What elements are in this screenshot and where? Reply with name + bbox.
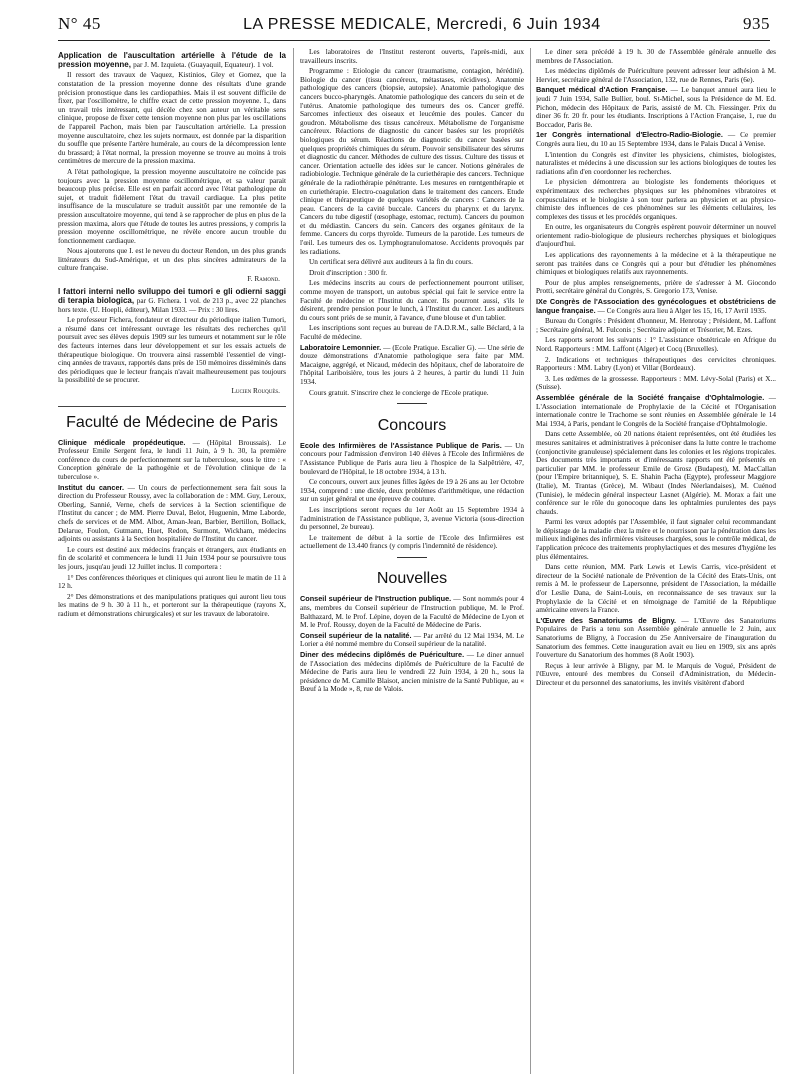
- paragraph: Nous ajouterons que I. est le neveu du docteur Rendon, un des plus grands littérateurs du Sud-Amérique, et un des plus sincères admirateurs de la culture française.: [58, 246, 286, 273]
- paragraph: Programme : Etiologie du cancer (traumatisme, contagion, hérédité). Biologie du cancer (tissu cancéreux, métastases, récidives). Anatomie pathologique des cancers (biopsie, autopsie). Anatomie pathologique des cancers bucco-pharyngés. Anatomie pathologique des cancers du sein et de l'utérus. Anatomie pathologique des tumeurs des os. Cancer greffé. Sarcomes infectieux des oiseaux et leucémie des poules. Cancer du goudron. Métabolisme des tissus cancéreux. Métabolisme de l'organisme cancéreux. Réactions de diagnostic du cancer basées sur les propriétés biologiques du sérum. Réactions de diagnostic du cancer basées sur quelques propriétés chimiques du sérum. Pouvoir sensibilisateur des sérums et diagnostic du cancer. Méthodes de culture des tissus. Culture des tissus et cancer. Orientation actuelle des idées sur le cancer. Notions générales de radiobiologie. Technique générale de la curiethérapie des cancers. Technique générale de la radiothérapie pénétrante. Les mesures en rœntgenthérapie et en curiethérapie. Electro-coagulation dans le traitement des cancers. Etude clinique et thérapeutique de quelques variétés de cancers : Cancers de la peau. Cancers de la cavité buccale. Cancers du pharynx et du larynx. Cancers du tube digestif (œsophage, estomac, rectum). Cancers du poumon et du médiastin. Cancers du sein. Cancers des organes génitaux de la femme. Cancers du corps thyroïde. Tumeurs de la parotide. Les tumeurs de l'œil. Les tumeurs des os. Lymphogranulomatose. Accidents provoqués par les radiations.: [300, 66, 524, 256]
- paragraph: 3. Les œdèmes de la grossesse. Rapporteurs : MM. Lévy-Solal (Paris) et X... (Suisse).: [536, 373, 776, 392]
- paragraph: Il ressort des travaux de Vaquez, Kistinios, Gley et Gomez, que la constatation de la pression moyenne donne des résultats d'une grande précision pronostique dans les cardiopathies. Mais il est souvent difficile de fixer, par l'oscillomètre, le chiffre exact de cette pression moyenne. I., dans un travail très intéressant, qui décèle chez son auteur un véritable sens clinique, propose de fixer cette tension moyenne non plus par les oscillations de l'appareil Pachon, mais bien par l'auscultation artérielle. La pression moyenne auscultatoire, chez les sujets normaux, est donnée par la disparition du souffle que présente l'artère humérale, au cours de la décompression lente du brassard; à l'état normal, la pression moyenne se trouve au moins à trois centimètres de mercure de la pression maxima.: [58, 70, 286, 166]
- issue-date: Mercredi, 6 Juin 1934: [436, 16, 601, 33]
- paragraph: Ecole des Infirmières de l'Assistance Publique de Paris. — Un concours pour l'admission d'environ 140 élèves à l'Ecole des Infirmières de l'Assistance Publique de Paris aura lieu à l'hospice de la Salpêtrière, 47, boulevard de l'Hôpital, le 18 octobre 1934, à 13 h.: [300, 440, 524, 476]
- paragraph: Dans cette Assemblée, où 20 nations étaient représentées, ont été étudiées les mesures sanitaires et administratives à préconiser dans la lutte contre le trachome (conjonctivite granuleuse) spécialement dans les colonies et les régions tropicales. Des documents très importants et d'intéressants rapports ont été présentés en particulier par MM. le professeur Emile de Grosz (Budapest), M. MacCallan (pour l'Empire britannique), S. E. Shahin Pacha (Egypte), professeur Maggiore (Italie), M. Trantas (Grèce), M. Wibaut (Indes Néerlandaises), M. Cuénod (Tunisie), le médecin général inspecteur Lasnet (Algérie). M. Morax a fait une conférence sur le rôle du gonocoque dans les ophtalmies purulentes des pays chauds.: [536, 429, 776, 516]
- paragraph: 2. Indications et techniques thérapeutiques des cervicites chroniques. Rapporteurs : MM. Labry (Lyon) et Villar (Bordeaux).: [536, 354, 776, 373]
- paragraph: En outre, les organisateurs du Congrès espèrent pouvoir déterminer un nouvel orientement radio-biologique de plusieurs recherches physiques et biologiques d'aujourd'hui.: [536, 222, 776, 249]
- paragraph: Institut du cancer. — Un cours de perfectionnement sera fait sous la direction du Professeur Roussy, avec la collaboration de : MM. Guy, Leroux, Oberling, Sannié, Verne, chefs de services à la Section scientifique de l'Institut du cancer ; de MM. Pierre Duval, Belot, Huguenin, Mme Laborde, chefs de services et de MM. Albot, Aman-Jean, Barbier, Bertillon, Bollack, Delarue, Foulon, Gutmann, Huet, Redon, Surmont, Wickham, médecins adjoints ou assistants à la Section hospitalière de l'Institut du cancer.: [58, 482, 286, 544]
- paragraph: Les médecins diplômés de Puériculture peuvent adresser leur adhésion à M. Hervier, secrétaire général de l'Association, 132, rue de Rennes, Paris (6e).: [536, 66, 776, 84]
- paragraph: Les inscriptions sont reçues au bureau de l'A.D.R.M., salle Béclard, à la Faculté de médecine.: [300, 323, 524, 341]
- paragraph: Cours gratuit. S'inscrire chez le concierge de l'Ecole pratique.: [309, 387, 489, 397]
- paragraph: A l'état pathologique, la pression moyenne auscultatoire ne coïncide pas toujours avec la pression moyenne oscillométrique, et sa valeur parait beaucoup plus précise. Elle est en parfait accord avec l'état pathologique du sujet, et traduit fidèlement l'état du travail cardiaque. La plus petite insuffisance de la musculature se traduit aussitôt par une remontée de la pression auscultatoire moyenne, qui tend à se rapprocher de plus en plus de la pression maxima, alors que l'étude de toutes les autres pressions, y compris la pression moyenne oscillométrique, ne révèle encore aucun trouble du fonctionnement cardiaque.: [58, 166, 286, 245]
- signature: Lucien Rouquès.: [231, 386, 280, 396]
- item-title: Conseil supérieur de la natalité.: [300, 630, 412, 640]
- section-title: Nouvelles: [376, 570, 448, 588]
- paragraph: Reçus à leur arrivée à Bligny, par M. le Marquis de Vogué, Président de l'Œuvre, entouré des membres du Conseil d'Administration, du Médecin-Directeur et du personnel des sanatoriums, les invités visitèrent d'abord: [536, 660, 776, 687]
- journal-name: LA PRESSE MEDICALE,: [243, 16, 432, 33]
- item-title: L'Œuvre des Sanatoriums de Bligny.: [536, 615, 677, 625]
- paragraph: Les rapports seront les suivants : 1° L'assistance obstétricale en Afrique du Nord. Rapporteurs : MM. Laffont (Alger) et Cocq (Bruxelles).: [536, 335, 776, 353]
- paragraph: Droit d'inscription : 300 fr.: [309, 267, 388, 277]
- paragraph: 1° Des conférences théoriques et cliniques qui auront lieu le matin de 11 à 12 h.: [58, 572, 286, 591]
- paragraph: Parmi les vœux adoptés par l'Assemblée, il faut signaler celui recommandant le dépistage de la maladie chez la mère et le nourrisson par la pénétration dans les milieux indigènes des infirmières visiteuses chargées, sous le contrôle médical, de l'application précoce des traitements prophylactiques et des mesures d'hygiène les plus élémentaires.: [536, 517, 776, 561]
- paragraph: Pour de plus amples renseignements, prière de s'adresser à M. Giocondo Protti, secrétaire général du Congrès, S. Gregorio 173, Venise.: [536, 277, 776, 296]
- column-3: [536, 48, 776, 1076]
- paragraph: Conseil supérieur de la natalité. — Par arrêté du 12 Mai 1934, M. Le Lorier a été nommé membre du Conseil supérieur de la natalité.: [300, 630, 524, 649]
- paragraph: Bureau du Congrès : Président d'honneur, M. Henrotay ; Président, M. Laffont ; Secrétaire général, M. Fulconis ; Secrétaire adjoint et Trésorier, M. Ezes.: [536, 316, 776, 334]
- item-title: Ecole des Infirmières de l'Assistance Publique de Paris.: [300, 440, 502, 450]
- column-divider: [293, 48, 294, 1074]
- item-title: Laboratoire Lemonnier.: [300, 342, 382, 352]
- item-title: Clinique médicale propédeutique.: [58, 437, 186, 447]
- paragraph: IXe Congrès de l'Association des gynécologues et obstétriciens de langue française. — Ce Congrès aura lieu à Alger les 15, 16, 17 Avril 1935.: [536, 297, 776, 315]
- column-divider: [530, 48, 531, 1074]
- paragraph: Le physicien démontrera au biologiste les fondements théoriques et expérimentaux des recherches physiques sur les phénomènes vibratoires et corpusculaires et le biologiste à son tour parlera au physicien et au physico-chimiste des influences de ces phénomènes sur les éléments cellulaires, les complexes des tissus et les procédés organiques.: [536, 177, 776, 221]
- column-1: [58, 48, 286, 1076]
- item-title: Assemblée générale de la Société française d'Ophtalmologie.: [536, 392, 765, 402]
- paragraph: 2° Des démonstrations et des manipulations pratiques qui auront lieu tous les matins de 9 h. 30 à 11 h., et porteront sur la thérapeutique (rayons X, radium et démonstrations chirurgicales) et sur les travaux de laboratoire.: [58, 591, 286, 618]
- paragraph: Ce concours, ouvert aux jeunes filles âgées de 19 à 26 ans au 1er Octobre 1934, comprend : une dictée, deux problèmes d'arithmétique, une rédaction sur un sujet général et une épreuve de couture.: [300, 477, 524, 504]
- item-title: Institut du cancer.: [58, 482, 124, 492]
- paragraph: L'intention du Congrès est d'inviter les physiciens, chimistes, biologistes, naturalistes et médecins à une discussion sur les actions biologiques de toutes les radiations afin d'en coordonner les recherches.: [536, 149, 776, 176]
- paragraph: Le cours est destiné aux médecins français et étrangers, aux étudiants en fin de scolarité et commencera le lundi 11 Juin 1934 pour se poursuivre tous les jours, jusqu'au jeudi 12 Juillet inclus. Il comportera :: [58, 544, 286, 571]
- paragraph: Le diner sera précédé à 19 h. 30 de l'Assemblée générale annuelle des membres de l'Association.: [536, 48, 776, 65]
- separator: [300, 553, 524, 562]
- page-number: 935: [743, 14, 770, 33]
- paragraph: Clinique médicale propédeutique. — (Hôpital Broussais). Le Professeur Emile Sergent fera, le lundi 11 Juin, à 9 h. 30, la première conférence du cours de perfectionnement sur la tuberculose, sous le titre : « Conception générale de la pathogénie et de l'évolution clinique de la tuberculose ».: [58, 437, 286, 481]
- item-title: Conseil supérieur de l'Instruction publique.: [300, 594, 452, 604]
- paragraph: Le traitement de début à la sortie de l'Ecole des Infirmières est actuellement de 13.440 francs (y compris l'indemnité de résidence).: [300, 532, 524, 551]
- item-title: Diner des médecins diplômés de Puériculture.: [300, 650, 465, 660]
- paragraph: Diner des médecins diplômés de Puériculture. — Le diner annuel de l'Association des médecins diplômés de Puériculture de la Faculté de Médecine de Paris aura lieu le vendredi 22 Juin 1934, à 20 h., sous la présidence de M. Camille Blaisot, ancien ministre de la Santé Publique, au « Bœuf à la Mode », 8, rue de Valois.: [300, 650, 524, 694]
- page-header: [58, 14, 770, 38]
- issue-number: N° 45: [58, 14, 101, 33]
- paragraph: 1er Congrès international d'Electro-Radio-Biologie. — Ce premier Congrès aura lieu, du 10 au 15 Septembre 1934, dans le Palais Ducal à Venise.: [536, 130, 776, 148]
- paragraph: Laboratoire Lemonnier. — (Ecole Pratique. Escalier G). — Une série de douze démonstrations d'Anatomie pathologique sera faite par MM. Macaigne, aggrégé, et Nicaud, médecin des hôpitaux, chef de laboratoire de l'hôpital Lariboisière, tous les jours à 2 heures, à partir du lundi 11 Juin 1934.: [300, 342, 524, 386]
- article-title: Application de l'auscultation artérielle à l'étude de la pression moyenne, par J. M. Izquieta. (Guayaquil, Equateur). 1 vol.: [58, 51, 286, 70]
- paragraph: L'Œuvre des Sanatoriums de Bligny. — L'Œuvre des Sanatoriums Populaires de Paris a tenu son Assemblée générale annuelle le 2 Juin, aux Sanatoriums de Bligny, à l'occasion du 25e Anniversaire de l'inauguration du Sanatorium des femmes. Cette inauguration avait eu lieu en 1909, six ans après l'ouverture du Sanatorium des hommes (8 Août 1903).: [536, 615, 776, 660]
- header-rule: [58, 40, 770, 41]
- paragraph: Un certificat sera délivré aux auditeurs à la fin du cours.: [309, 257, 473, 267]
- journal-title-date: [243, 16, 601, 34]
- paragraph: Conseil supérieur de l'Instruction publique. — Sont nommés pour 4 ans, membres du Conseil supérieur de l'Instruction publique, M. le Prof. Balthazard, M. le Prof. Lépine, doyen de la Faculté de Médecine de Lyon et M. le Prof. Roussy, doyen de la Faculté de Médecine de Paris.: [300, 594, 524, 630]
- paragraph: Banquet médical d'Action Française. — Le banquet annuel aura lieu le jeudi 7 Juin 1934, Salle Bullier, boul. St-Michel, sous la Présidence de M. Ed. Pichon, médecin des Hôpitaux de Paris, assisté de M. Ch. Fiessinger. Prix du diner 36 fr. 20 fr. pour les étudiants. Inscriptions à l'Action Française, 1, rue du Boccador, Paris 8e.: [536, 85, 776, 129]
- paragraph: Dans cette réunion, MM. Park Lewis et Lewis Carris, vice-président et directeur de la Société nationale de Prévention de la Cécité des Etats-Unis, ont remis à M. le professeur de Lapersonne, président de l'Association, la médaille d'or Leslie Dana, de Saint-Louis, en reconnaissance de ses travaux sur la Prophylaxie de la Cécité et en témoignage de l'amitié de la République américaine envers la France.: [536, 562, 776, 615]
- item-title: 1er Congrès international d'Electro-Radio-Biologie.: [536, 130, 723, 140]
- item-title: Banquet médical d'Action Française.: [536, 85, 668, 95]
- paragraph: Les inscriptions seront reçues du 1er Août au 15 Septembre 1934 à l'administration de l'Assistance publique, 3, avenue Victoria (sous-direction du personnel, 2e bureau).: [300, 504, 524, 532]
- signature: F. Ramond.: [247, 274, 280, 284]
- article-title: I fattori interni nello sviluppo dei tumori e gli odierni saggi di terapia biologica, par G. Fichera. 1 vol. de 213 p., avec 22 planches hors texte. (U. Hoepli, éditeur), Milan 1933. — Prix : 30 lires.: [58, 286, 286, 315]
- paragraph: Les laboratoires de l'Institut resteront ouverts, l'après-midi, aux travailleurs inscrits.: [300, 48, 524, 65]
- paragraph: Les applications des rayonnements à la médecine et à la thérapeutique ne seront pas traitées dans ce Congrès qui a pour but d'étudier les phénomènes chimiques et biologiques relatifs aux rayonnements.: [536, 250, 776, 277]
- column-2: [300, 48, 524, 1076]
- section-title: Concours: [377, 416, 447, 434]
- item-title: IXe Congrès de l'Association des gynécologues et obstétriciens de langue française.: [536, 297, 776, 315]
- paragraph: Assemblée générale de la Société française d'Ophtalmologie. — L'Association internationale de Prophylaxie de la Cécité et l'Organisation internationale contre le Trachome se sont réunies en Assemblée générale le 14 Mai 1934, à Paris, pendant le Congrès de la Société française d'Ophtalmologie.: [536, 392, 776, 428]
- paragraph: Les médecins inscrits au cours de perfectionnement pourront utiliser, comme moyen de transport, un autobus spécial qui fait le service entre la Faculté de médecine et l'Institut du cancer. Ils pourront aussi, s'ils le désirent, prendre pension pour le lunch, à l'Institut du cancer. Les auditeurs du cours sont priés de se munir, à l'avance, d'une blouse et d'un tablier.: [300, 278, 524, 322]
- paragraph: Le professeur Fichera, fondateur et directeur du périodique italien Tumori, a résumé dans cet intéressant ouvrage les résultats des recherches qu'il poursuit avec ses élèves depuis 1909 sur les tumeurs et notamment sur le rôle des facteurs internes dans leur développement et sur les essais actuels de thérapeutique biologique. On trouvera ainsi rassemblé l'essentiel de vingt-cinq années de travaux, rapportés dans près de 150 mémoires disséminés dans des périodiques que le lecteur français n'avait malheureusement pas toujours la possibilité de se procurer.: [58, 315, 286, 385]
- section-title: Faculté de Médecine de Paris: [58, 406, 286, 433]
- separator: [300, 399, 524, 408]
